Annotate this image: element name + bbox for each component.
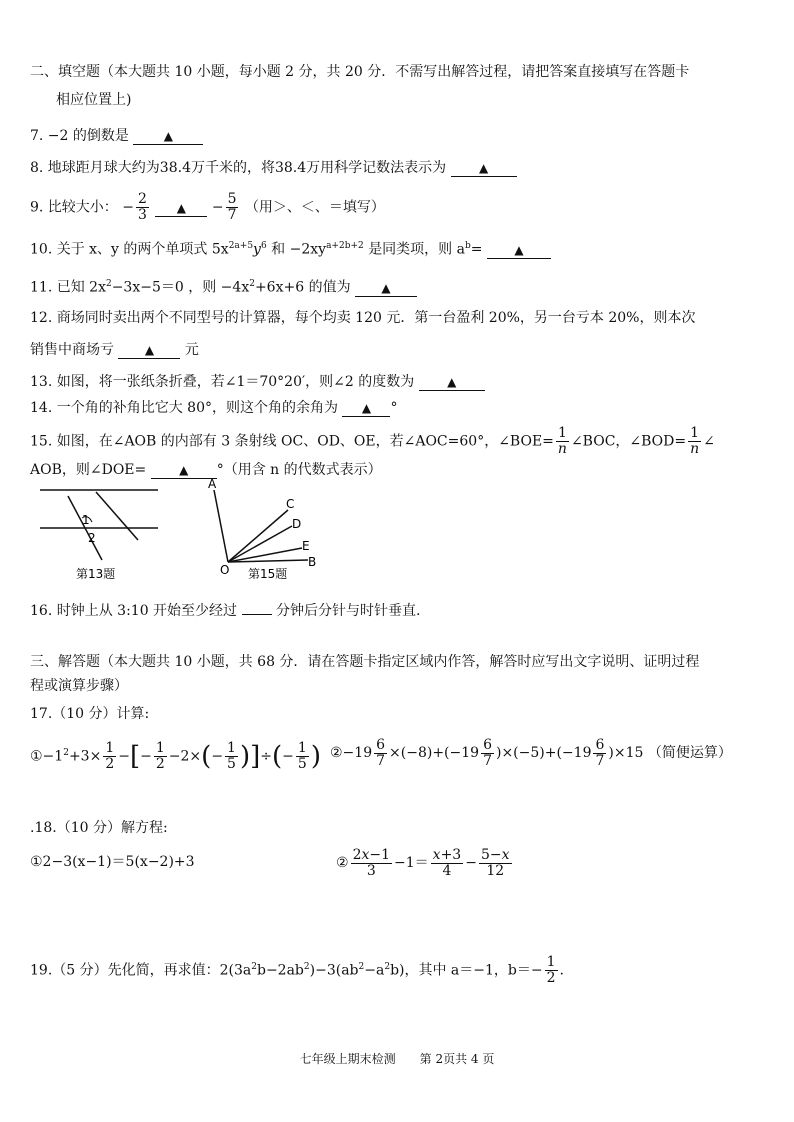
- q8-text: 8. 地球距月球大约为38.4万千米的，将38.4万用科学记数法表示为: [30, 160, 447, 176]
- section2-header: 二、填空题（本大题共 10 小题，每小题 2 分，共 20 分．不需写出解答过程，请把答案直接填写在答题卡: [30, 64, 690, 80]
- triangle-icon: ▲: [447, 375, 457, 389]
- q7-text: 7. −2 的倒数是: [30, 128, 129, 144]
- question-18-title: .18.（10 分）解方程:: [30, 820, 168, 836]
- question-17-title: 17.（10 分）计算:: [30, 706, 150, 722]
- section2-header-cont: 相应位置上): [56, 92, 132, 108]
- q18-part2: ② $\frac{2x-1}{3}$ −1＝ $\frac{x+3}{4}$ − $\frac{5-x}{12}$: [336, 846, 510, 879]
- q15-text-a: 15. 如图，在∠AOB 的内部有 3 条射线 OC、OD、OE，若∠AOC=60°，∠BOE=: [30, 433, 554, 450]
- q19-text-b: b−2ab: [256, 962, 304, 979]
- point-D-label: D: [292, 517, 302, 531]
- triangle-icon: ▲: [144, 343, 155, 357]
- q12-text-c: 元: [184, 342, 199, 358]
- question-11: 11. 已知 $2x^2-3x-5=0$ ，则 $-4x^2+6x+6$ 的值为 ▲: [30, 274, 417, 298]
- q19-text-c: )−3(ab: [309, 962, 359, 979]
- q10-answer-blank[interactable]: [487, 240, 551, 259]
- figure-13: [40, 490, 158, 581]
- fraction-1-n: $\frac{1}{n}$: [690, 425, 700, 457]
- q11-text-a: 11. 已知 2x: [30, 279, 106, 296]
- q18-part2-start: ②: [336, 855, 349, 871]
- q10-text-c: 是同类项，则 a: [368, 241, 465, 258]
- question-15-cont: [30, 460, 382, 480]
- q13-text: 13. 如图，将一张纸条折叠，若∠1＝70°20′，则∠2 的度数为: [30, 374, 415, 390]
- q15-text-b: ∠BOC，∠BOD=: [570, 433, 687, 450]
- q17-part1-start: ①−1: [30, 748, 64, 765]
- ray-OC: [228, 510, 288, 562]
- question-12: 12. 商场同时卖出两个不同型号的计算器，每个均卖 120 元．第一台盈利 20%，另一台亏本 20%，则本次: [30, 310, 696, 326]
- triangle-icon: ▲: [176, 200, 186, 215]
- fraction-1-2: $\frac{1}{2}$: [546, 954, 556, 987]
- q11-text-c: +6x+6 的值为: [254, 279, 351, 296]
- question-10: 10. 关于 x、y 的两个单项式 $5x^{2a+5}y^6$ 和 $-2xy^{a+2b+2}$ 是同类项，则 $a^b=$ ▲: [30, 236, 551, 260]
- figures: [30, 478, 330, 588]
- question-15: [30, 426, 715, 457]
- q13-answer-blank[interactable]: [419, 372, 485, 391]
- figure-13-caption: 第13题: [76, 567, 116, 581]
- q9-suffix: （用＞、＜、＝填写）: [244, 199, 385, 216]
- q9-label: 9. 比较大小：: [30, 199, 118, 216]
- q17-part1: $①-1^2+3\times$ $\frac{1}{2}$ −[− $\frac{1}{2}$ −2×(− $\frac{1}{5}$ )]÷(− $\frac{1}{5}$ ): [30, 740, 321, 773]
- q17-part2: ②−19 $\frac{6}{7}$ ×(−8)+(−19 $\frac{6}{7}$ )×(−5)+(−19 $\frac{6}{7}$ )×15 （简便运算）: [330, 736, 732, 769]
- question-13: [30, 372, 485, 392]
- q16-text-a: 16. 时钟上从 3:10 开始至少经过: [30, 603, 238, 619]
- q16-text-b: 分钟后分针与时针垂直.: [275, 603, 421, 619]
- triangle-icon: ▲: [514, 242, 524, 257]
- q19-text-a: 19.（5 分）先化简，再求值：2(3a: [30, 962, 252, 979]
- fold-line-2: [96, 492, 138, 540]
- question-7: [30, 126, 203, 146]
- fraction-1-n: $\frac{1}{n}$: [557, 425, 567, 457]
- page-footer: 七年级上期末检测 第 2页共 4 页: [299, 1052, 495, 1066]
- point-C-label: C: [286, 497, 295, 511]
- q17-part2-start: ②−19: [330, 745, 373, 761]
- q19-text-d: −a: [364, 962, 385, 979]
- point-O-label: O: [220, 563, 230, 577]
- fraction-2-3: $\frac{2}{3}$: [138, 191, 147, 223]
- q14-text-b: °: [390, 400, 398, 416]
- q11-text-b: −3x−5＝0 ，则 −4x: [111, 279, 250, 296]
- fraction-5-7: $\frac{5}{7}$: [227, 191, 237, 223]
- q15-text-c: ∠: [703, 433, 715, 450]
- q12-text-b: 销售中商场亏: [30, 342, 114, 358]
- q18-part1: ①2−3(x−1)＝5(x−2)+3: [30, 854, 195, 870]
- question-12-cont: [30, 340, 199, 360]
- question-9: 9. 比较大小： − $\frac{2}{3}$ ▲ − $\frac{5}{7}$ （用＞、＜、＝填写）: [30, 191, 385, 223]
- figure-15-caption: 第15题: [248, 567, 288, 581]
- q7-answer-blank[interactable]: [133, 126, 203, 145]
- question-14: [30, 398, 397, 418]
- q8-answer-blank[interactable]: [451, 158, 517, 177]
- question-16: [30, 596, 420, 621]
- q10-text-d: =: [470, 241, 483, 258]
- q12-answer-blank[interactable]: [118, 340, 180, 359]
- point-E-label: E: [302, 539, 310, 553]
- q9-answer-blank[interactable]: [155, 198, 207, 217]
- point-A-label: A: [208, 478, 217, 491]
- q17-part2-note: （简便运算）: [647, 745, 732, 761]
- question-8: [30, 158, 517, 178]
- triangle-icon: ▲: [478, 161, 489, 175]
- q16-answer-blank[interactable]: [242, 596, 272, 615]
- q11-answer-blank[interactable]: [355, 278, 417, 297]
- q15-answer-blank[interactable]: [151, 460, 217, 479]
- section3-header-cont: 程或演算步骤）: [30, 678, 128, 694]
- angle-1-label: 1: [82, 513, 90, 527]
- question-19: 19.（5 分）先化简，再求值：$2(3a^2b-2ab^2)-3(ab^2-a^2b)$，其中 a＝−1，b＝− $\frac{1}{2}$ .: [30, 954, 564, 987]
- q15-text-e: °（用含 n 的代数式表示）: [216, 462, 382, 478]
- q15-text-d: AOB，则∠DOE=: [30, 462, 147, 478]
- section3-header: 三、解答题（本大题共 10 小题，共 68 分．请在答题卡指定区域内作答，解答时应写出文字说明、证明过程: [30, 654, 700, 670]
- triangle-icon: ▲: [381, 280, 391, 295]
- q14-answer-blank[interactable]: [342, 398, 390, 417]
- triangle-icon: ▲: [179, 463, 189, 477]
- figure-15: [208, 478, 316, 581]
- ray-OA: [214, 490, 228, 562]
- angle-2-label: 2: [88, 531, 96, 545]
- triangle-icon: ▲: [361, 401, 372, 415]
- q10-text-b: 和 −2xy: [271, 241, 327, 258]
- q19-text-e: b)，其中 a＝−1，b＝−: [390, 962, 543, 979]
- point-B-label: B: [308, 555, 317, 569]
- q14-text-a: 14. 一个角的补角比它大 80°，则这个角的余角为: [30, 400, 338, 416]
- q10-text-a: 10. 关于 x、y 的两个单项式 5x: [30, 241, 229, 258]
- triangle-icon: ▲: [163, 129, 173, 143]
